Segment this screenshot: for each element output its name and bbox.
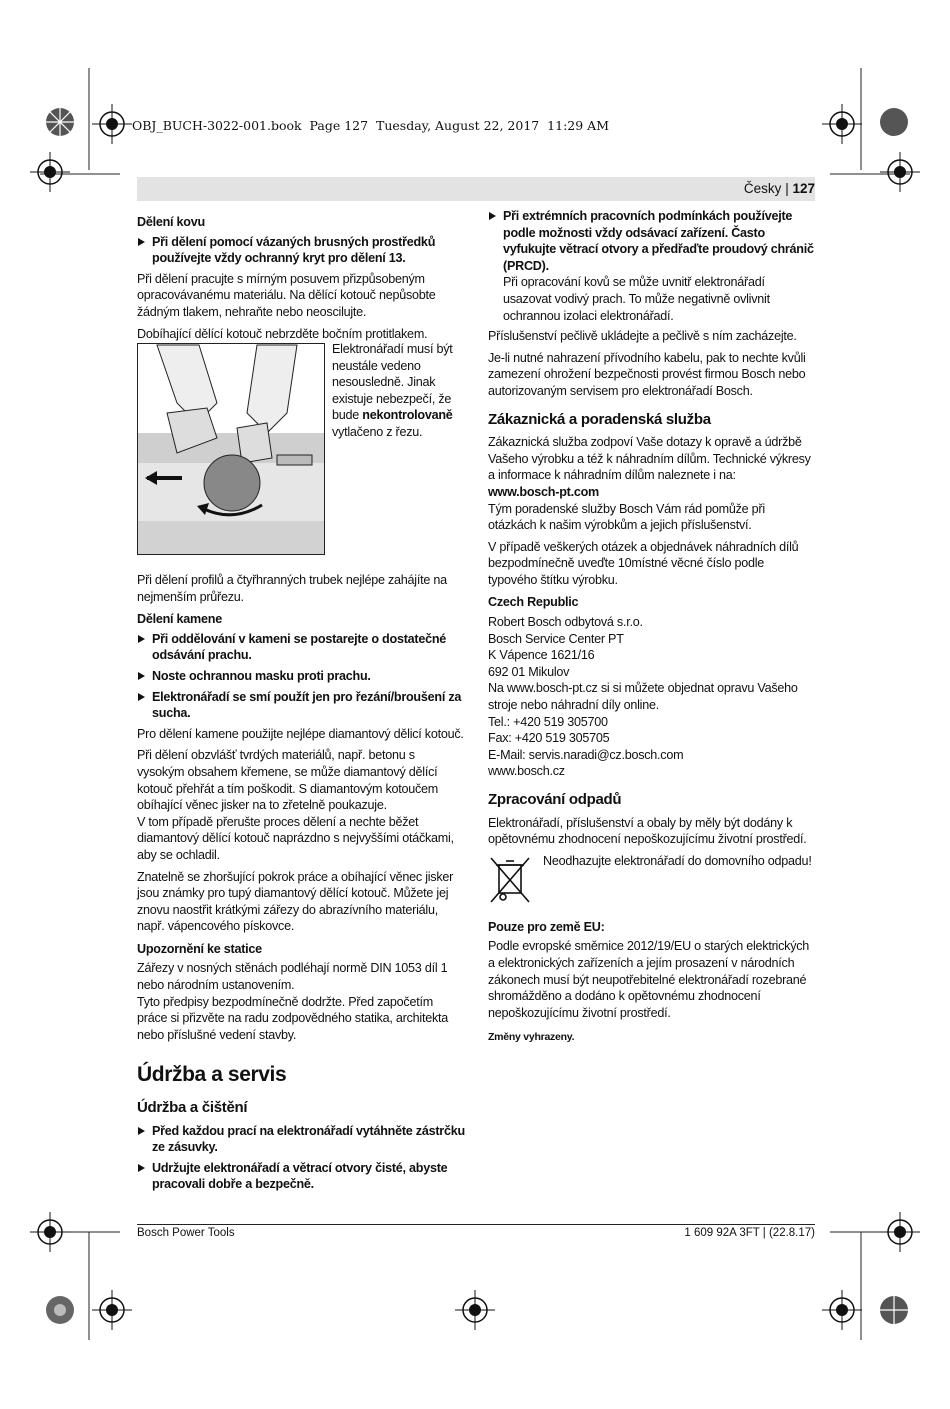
para-profiles: Při dělení profilů a čtyřhranných trubek nejlépe zahájíte na nejmenším průřezu. <box>137 573 447 604</box>
cutting-illustration <box>137 343 325 555</box>
address-line: Na www.bosch-pt.cz si si můžete objednat opravu Vašeho stroje nebo náhradní díly online. <box>488 681 798 713</box>
para-order: V případě veškerých otázek a objednávek náhradních dílů bezpodmínečně uveďte 10místné věcné číslo podle typového štítku výrobku. <box>488 539 799 587</box>
registration-mark-icon <box>874 102 914 142</box>
para-team: Tým poradenské služby Bosch Vám rád pomůže při otázkách k našim výrobkům a jejich příslušenství. <box>488 501 765 533</box>
bullet-icon <box>138 1164 145 1172</box>
bullet-stone-1: Při oddělování v kameni se postarejte o dostatečné odsávání prachu. <box>137 631 465 664</box>
bullet-stone-3: Elektronářadí se smí použít jen pro řezání/broušení za sucha. <box>137 689 465 722</box>
right-column <box>488 208 816 1046</box>
registration-mark-icon <box>40 102 80 142</box>
address-line: Fax: +420 519 305705 <box>488 731 610 746</box>
left-column <box>137 208 465 347</box>
crosshair-icon <box>822 1290 862 1330</box>
para-waste: Elektronářadí, příslušenství a obaly by měly být dodány k opětovnému zhodnocení nepoškozujícímu životní prostředí. <box>488 815 807 847</box>
bullet-icon <box>138 1127 145 1135</box>
running-header <box>137 177 815 201</box>
heading-waste: Zpracování odpadů <box>488 791 622 808</box>
para-cable: Je-li nutné nahrazení přívodního kabelu, pak to nechte kvůli zamezení ohrožení bezpečnosti provést firmou Bosch nebo autorizovaným servisem pro elektronářadí Bosch. <box>488 350 806 398</box>
bullet-icon <box>138 635 145 643</box>
waste-row <box>488 853 816 911</box>
bullet-stone-2: Noste ochrannou masku proti prachu. <box>137 668 465 685</box>
para-static-1: Zářezy v nosných stěnách podléhají normě DIN 1053 díl 1 nebo národním ustanovením. <box>137 961 448 993</box>
household-warning: Neodhazujte elektronářadí do domovního odpadu! <box>543 853 812 868</box>
footer-right: 1 609 92A 3FT | (22.8.17) <box>684 1227 815 1239</box>
address-line: K Vápence 1621/16 <box>488 648 595 663</box>
bullet-icon <box>489 212 496 220</box>
figure-caption: Elektronářadí musí být neustále vedeno nesousledně. Jinak existuje nebezpečí, že bude nekontrolovaně vytlačeno z řezu. <box>332 342 453 439</box>
para-service: Zákaznická služba zodpoví Vaše dotazy k opravě a údržbě Vašeho výrobku a též k náhradním dílům. Technické výkresy a informace k náhradním dílům naleznete i na: www.bosch-pt.com <box>488 435 811 499</box>
bullet-clean-1: Před každou prací na elektronářadí vytáhněte zástrčku ze zásuvky. <box>137 1123 465 1156</box>
para-static-2: Tyto předpisy bezpodmínečně dodržte. Před započetím práce si přizvěte na radu zodpovědného statika, architekta nebo příslušné vedení stavby. <box>137 994 449 1042</box>
heading-service: Zákaznická a poradenská služba <box>488 410 711 428</box>
bullet-metal-1: Při dělení pomocí vázaných brusných prostředků používejte vždy ochranný kryt pro dělení 13. <box>137 234 465 267</box>
crosshair-icon <box>30 152 70 192</box>
heading-static: Upozornění ke statice <box>137 941 262 956</box>
bullet-icon <box>138 238 145 246</box>
registration-mark-icon <box>40 1290 80 1330</box>
crosshair-icon <box>822 104 862 144</box>
footer-left: Bosch Power Tools <box>137 1227 235 1239</box>
bullet-extreme: Při extrémních pracovních podmínkách používejte podle možnosti vždy odsávací zařízení. Často vyfukujte větrací otvory a předřaďte proudový chránič (PRCD). Při opracování kovů se může uvnitř elektronářadí usazovat vodivý prach. To může negativně ovlivnit ochrannou izolaci elektronářadí. <box>488 208 816 324</box>
para-stone-4: Znatelně se zhoršující pokrok práce a obíhající věnec jisker jsou známky pro tupý diamantový dělící kotouč. Můžete jej znovu naostřit krátkými zářezy do abrazívního materiálu, např. vápencového pískovce. <box>137 869 454 934</box>
address-line: Bosch Service Center PT <box>488 631 624 646</box>
crosshair-icon <box>455 1290 495 1330</box>
heading-metal: Dělení kovu <box>137 215 205 229</box>
para-stone-3: V tom případě přerušte proces dělení a nechte běžet diamantový dělící kotouč naprázdno s nejvyššími otáčkami, aby se ochladil. <box>137 814 454 862</box>
heading-eu: Pouze pro země EU: <box>488 919 605 934</box>
bullet-icon <box>138 693 145 701</box>
crossed-bin-icon <box>488 853 532 907</box>
header-lang <box>744 181 815 196</box>
bullet-clean-2: Udržujte elektronářadí a větrací otvory čisté, abyste pracovali dobře a bezpečně. <box>137 1160 465 1193</box>
para-metal-1: Při dělení pracujte s mírným posuvem přizpůsobeným opracovávanému materiálu. Na dělící kotouč nepůsobte žádným tlakem, nehraňte nebo neoscilujte. <box>137 271 436 319</box>
address-block <box>488 614 816 780</box>
page-number: 127 <box>792 181 815 196</box>
para-eu: Podle evropské směrnice 2012/19/EU o starých elektrických a elektronických zařízeních a jejím prosazení v národních zákonech musí být neupotřebitelné elektronářadí rozebrané shromážděno a dodáno k opětovnému zhodnocení nepoškozujícímu životní prostředí. <box>488 939 810 1020</box>
para-accessories: Příslušenství pečlivě ukládejte a pečlivě s ním zacházejte. <box>488 329 797 344</box>
crosshair-icon <box>30 1212 70 1252</box>
para-stone-2: Při dělení obzvlášť tvrdých materiálů, např. betonu s vysokým obsahem křemene, se může diamantový dělící kotouč přehřát a tím poškodit. S diamantovým kotoučem obíhající věnec jisker na to zřetelně poukazuje. <box>137 748 439 813</box>
crosshair-icon <box>880 152 920 192</box>
left-column-lower <box>137 572 465 1197</box>
para-stone-1: Pro dělení kamene použijte nejlépe diamantový dělicí kotouč. <box>137 726 464 741</box>
address-line: E-Mail: servis.naradi@cz.bosch.com <box>488 747 684 762</box>
address-line: Robert Bosch odbytová s.r.o. <box>488 615 643 630</box>
heading-cleaning: Údržba a čištění <box>137 1099 248 1117</box>
bosch-url[interactable]: www.bosch-pt.com <box>488 484 599 499</box>
header-language: Česky <box>743 181 782 196</box>
footer-rule <box>137 1224 815 1225</box>
address-line: Tel.: +420 519 305700 <box>488 714 608 729</box>
crosshair-icon <box>880 1212 920 1252</box>
header-separator: | <box>785 181 789 196</box>
address-line: 692 01 Mikulov <box>488 664 570 679</box>
crosshair-icon <box>92 1290 132 1330</box>
crosshair-icon <box>92 104 132 144</box>
address-line: www.bosch.cz <box>488 764 565 779</box>
heading-maintenance: Údržba a servis <box>137 1063 287 1087</box>
bullet-icon <box>138 672 145 680</box>
file-header: OBJ_BUCH-3022-001.book Page 127 Tuesday, August 22, 2017 11:29 AM <box>132 118 610 133</box>
para-metal-2: Dobíhající dělící kotouč nebrzděte bočním protitlakem. <box>137 326 428 341</box>
registration-mark-icon <box>874 1290 914 1330</box>
changes-note: Změny vyhrazeny. <box>488 1031 575 1044</box>
heading-stone: Dělení kamene <box>137 612 222 627</box>
heading-czech: Czech Republic <box>488 595 579 610</box>
